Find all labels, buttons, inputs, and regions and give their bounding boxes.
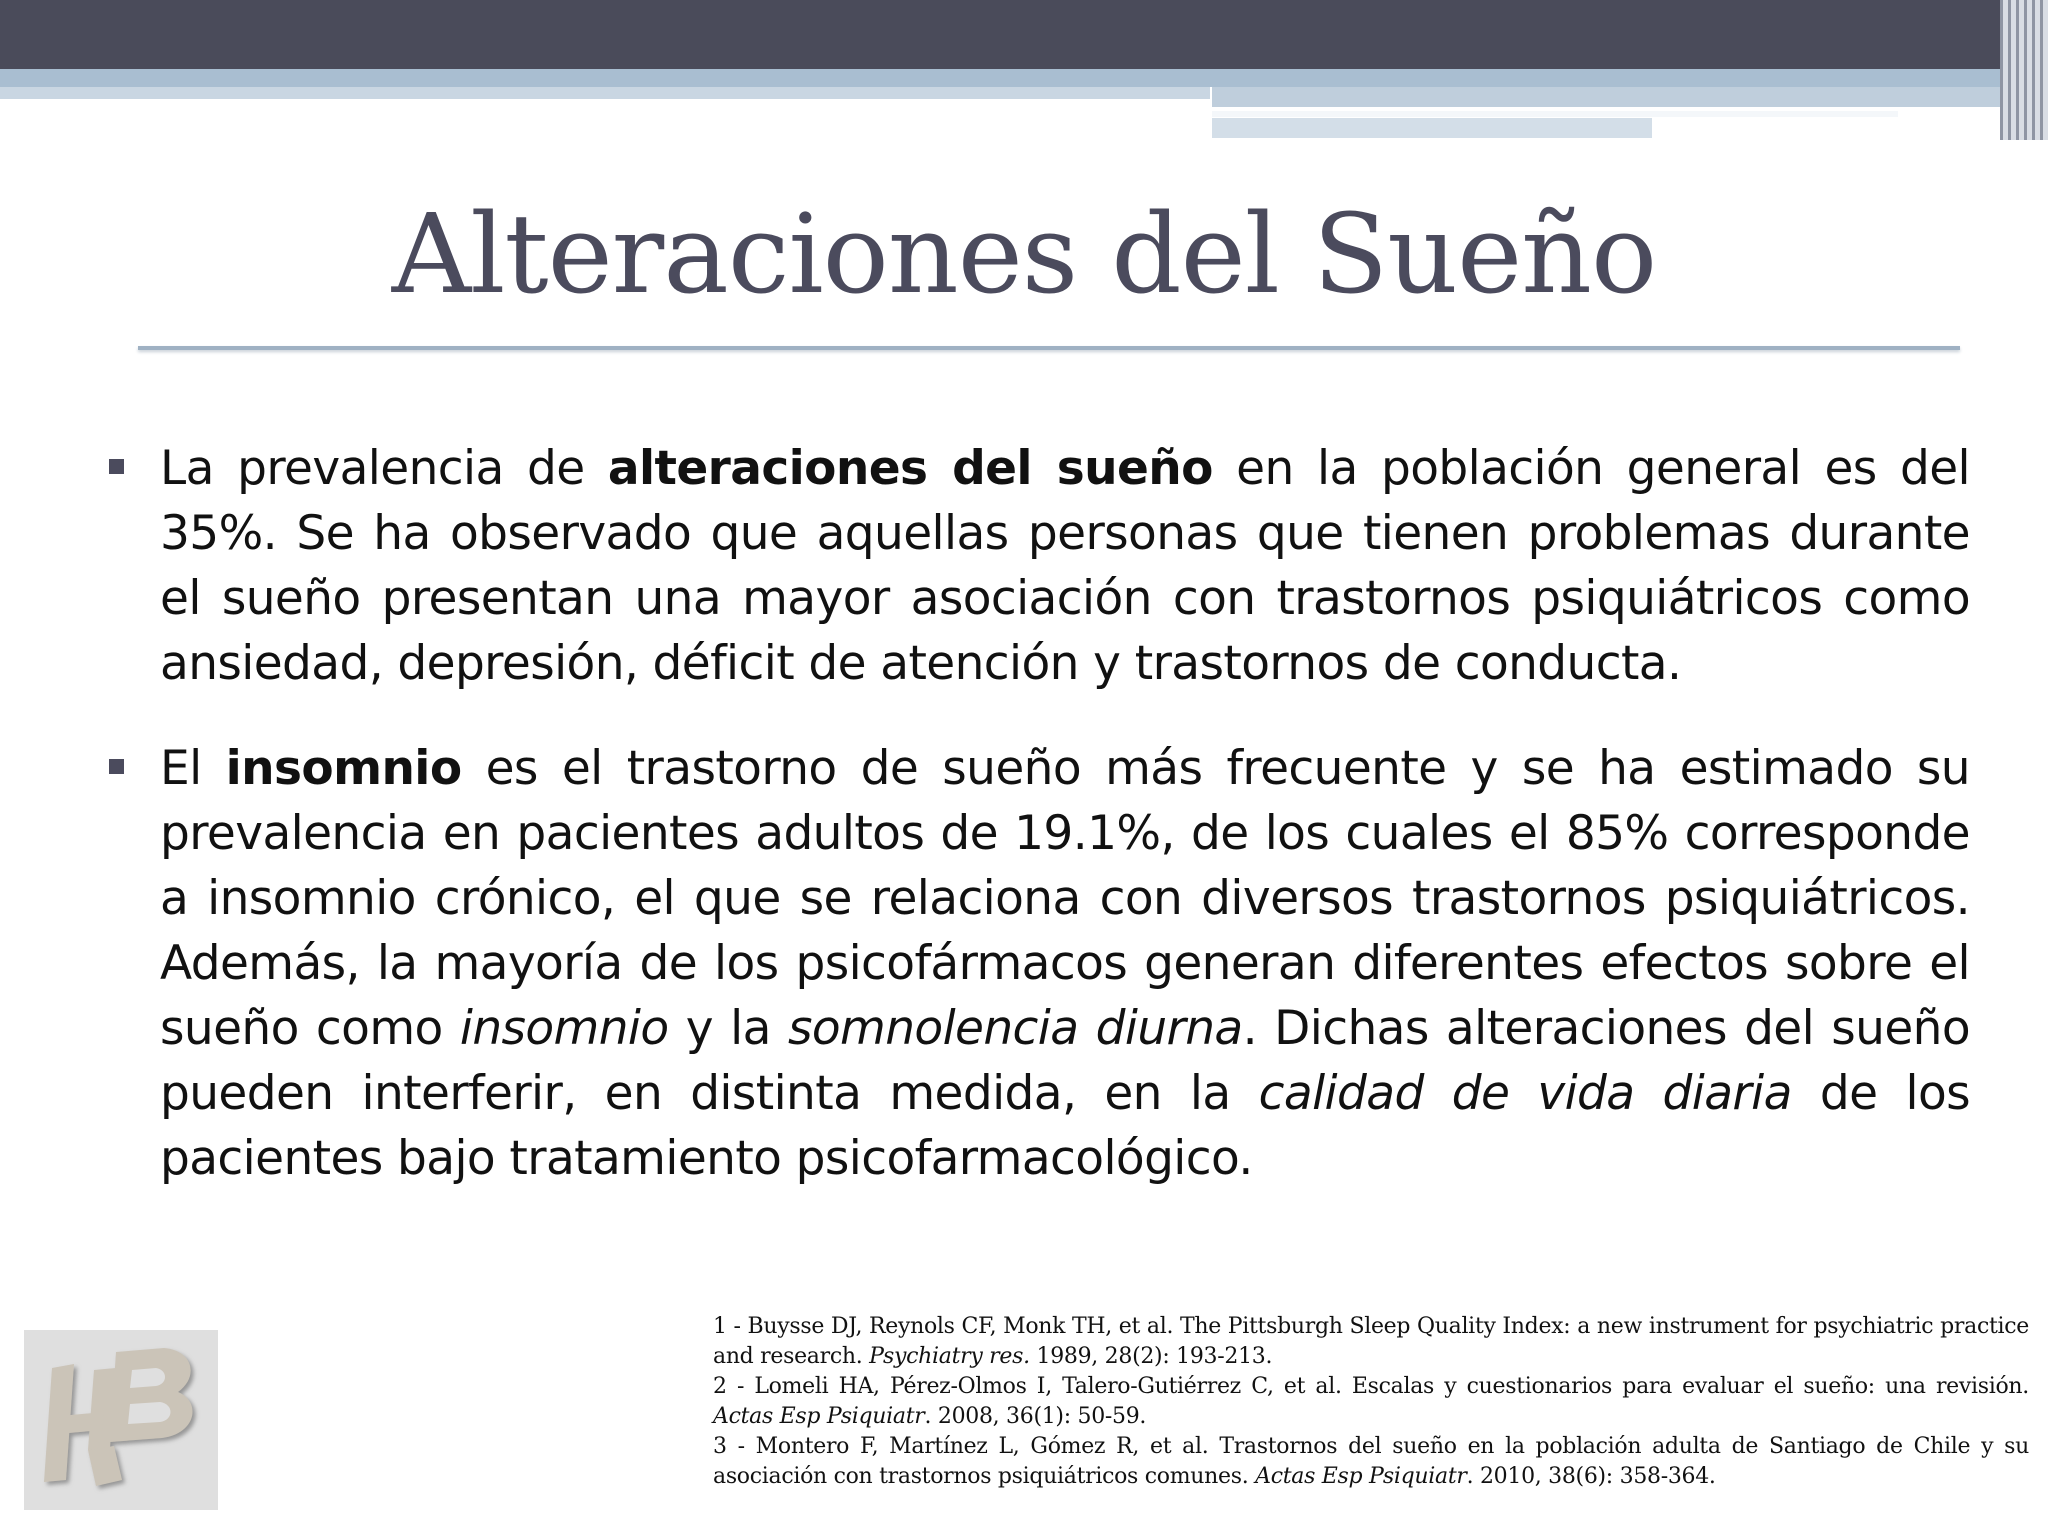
reference-journal: Psychiatry res. (869, 1344, 1030, 1369)
text-segment: de los pacientes bajo tratamiento psicofarmacológico. (160, 1066, 1970, 1186)
reference-text: 1989, 28(2): 193-213. (1029, 1344, 1273, 1369)
text-segment: es el trastorno de sueño más frecuente y se ha estimado su prevalencia en pacientes adultos de 19.1%, de los cuales el 85% corresponde a insomnio crónico, el que se relaciona con diversos trastornos psiquiátricos. Además, la mayoría de los psicofármacos generan diferentes efectos sobre el sueño como (160, 741, 1970, 1056)
header-bar-accent (0, 69, 2048, 87)
slide-title: Alteraciones del Sueño (391, 190, 1657, 318)
reference-2 (713, 1372, 2029, 1432)
reference-1 (713, 1312, 2029, 1372)
title-underline (138, 346, 1960, 350)
italic-text-segment: calidad de vida diaria (1258, 1066, 1792, 1121)
header-bar-right-highlight (1212, 111, 1898, 117)
header-bar-light (0, 87, 1210, 99)
text-segment: en la población general es del 35%. Se ha observado que aquellas personas que tienen problemas durante el sueño presentan una mayor asociación con trastornos psiquiátricos como ansiedad, depresión, déficit de atención y trastornos de conducta. (160, 441, 1971, 691)
text-segment: y la (668, 1001, 788, 1056)
text-segment: La prevalencia de (160, 441, 608, 496)
reference-text: . 2008, 36(1): 50-59. (924, 1404, 1147, 1429)
reference-3 (713, 1432, 2029, 1492)
text-segment: . Dichas alteraciones del sueño pueden interferir, en distinta medida, en la (160, 1001, 1971, 1121)
reference-text: 3 - Montero F, Martínez L, Gómez R, et al. Trastornos del sueño en la población adulta de Santiago de Chile y su asociación con trastornos psiquiátricos comunes. (713, 1434, 2029, 1489)
header-bar-dark (0, 0, 2048, 69)
reference-text: 2 - Lomeli HA, Pérez-Olmos I, Talero-Gutiérrez C, et al. Escalas y cuestionarios para evaluar el sueño: una revisión. (713, 1374, 2029, 1399)
header-stripes (2000, 0, 2048, 140)
bold-text-segment: insomnio (225, 741, 462, 796)
reference-journal: Actas Esp Psiquiatr (1255, 1464, 1467, 1489)
bullet-item-2 (105, 736, 1970, 1191)
text-segment: El (160, 741, 226, 796)
hb-logo (24, 1330, 218, 1510)
header-bar-right-upper (1212, 87, 2012, 107)
bullet-list (105, 436, 1970, 1231)
hb-logo-icon (24, 1330, 218, 1510)
reference-text: 1 - Buysse DJ, Reynols CF, Monk TH, et al. The Pittsburgh Sleep Quality Index: a new instrument for psychiatric practice and research. (713, 1314, 2029, 1369)
reference-text: . 2010, 38(6): 358-364. (1466, 1464, 1716, 1489)
bullet-item-1 (105, 436, 1970, 696)
bullet-paragraph (160, 736, 1970, 1191)
italic-text-segment: somnolencia diurna (788, 1001, 1243, 1056)
bold-text-segment: alteraciones del sueño (607, 441, 1213, 496)
references (713, 1312, 2029, 1492)
reference-journal: Actas Esp Psiquiatr (713, 1404, 925, 1429)
italic-text-segment: insomnio (459, 1001, 669, 1056)
square-bullet-icon (109, 759, 124, 774)
bullet-paragraph (160, 436, 1970, 696)
header-bar-right-lower (1212, 118, 1652, 138)
square-bullet-icon (109, 459, 124, 474)
